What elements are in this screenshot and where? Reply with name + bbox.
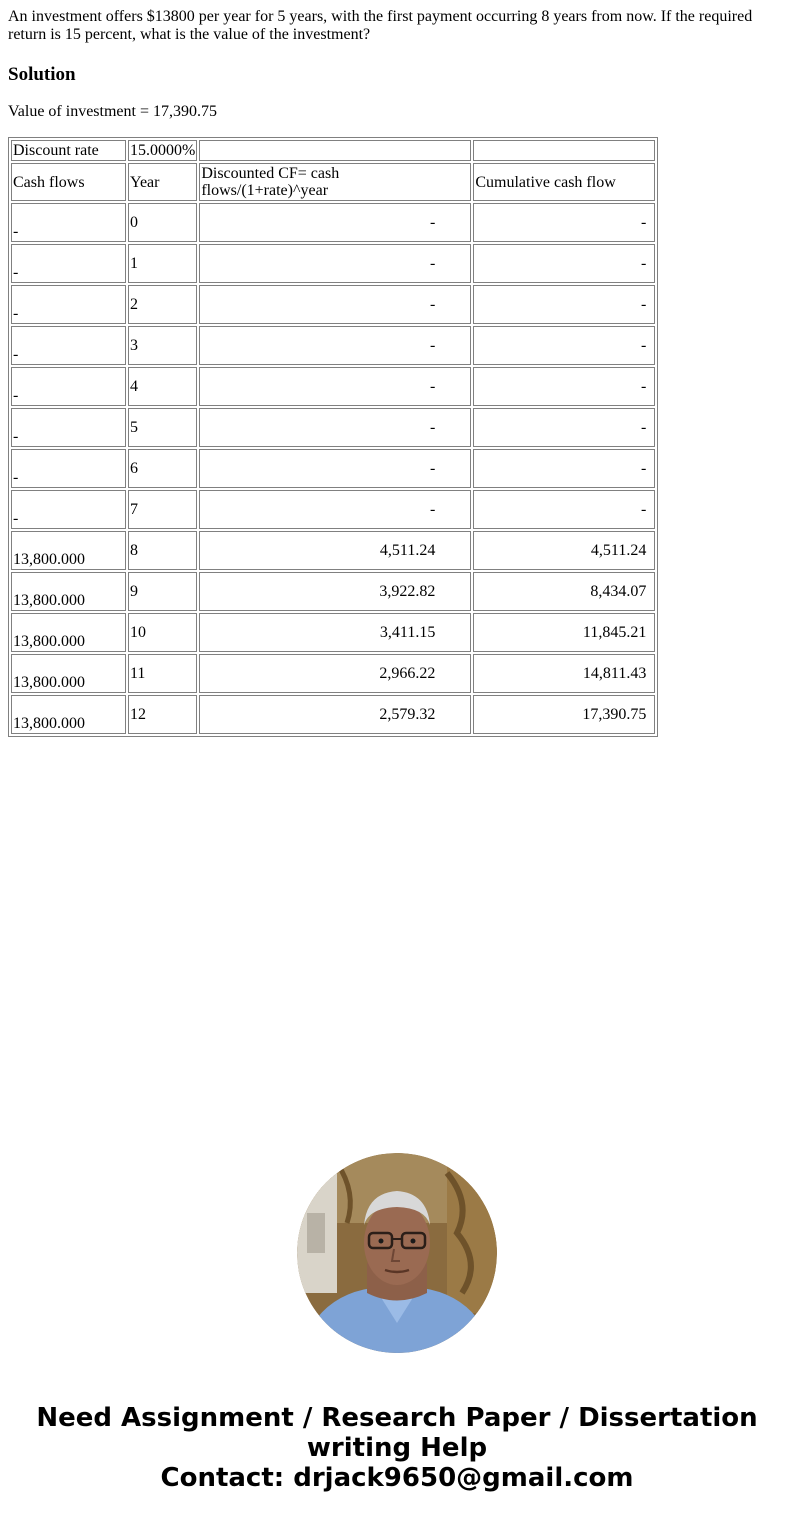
table-row xyxy=(11,449,655,488)
cumulative-cell: - xyxy=(473,203,655,242)
year-cell: 9 xyxy=(128,572,197,611)
discounted-cf-value: 2,966.22 xyxy=(379,665,436,682)
question-text: An investment offers $13800 per year for 5 years, with the first payment occurring 8 years from now. If the required return is 15 percent, what is the value of the investment? xyxy=(8,8,753,43)
table-row xyxy=(11,490,655,529)
discounted-cf-value: - xyxy=(430,419,436,436)
table-row xyxy=(11,367,655,406)
discounted-cf-value: 3,922.82 xyxy=(379,583,436,600)
cash-flow-cell: - xyxy=(11,367,126,406)
table-row xyxy=(11,408,655,447)
cash-flow-cell: - xyxy=(11,285,126,324)
year-cell: 4 xyxy=(128,367,197,406)
cash-flow-cell: 13,800.000 xyxy=(11,572,126,611)
promo-line-3: Contact: drjack9650@gmail.com xyxy=(160,1463,634,1493)
value-of-investment: Value of investment = 17,390.75 xyxy=(8,103,217,120)
cash-flow-cell: - xyxy=(11,203,126,242)
discounted-cf-value: - xyxy=(430,296,436,313)
year-cell: 7 xyxy=(128,490,197,529)
cumulative-cell: - xyxy=(473,285,655,324)
cash-flow-table xyxy=(8,137,658,737)
cumulative-cell: 17,390.75 xyxy=(473,695,655,734)
cash-flow-table-body xyxy=(11,140,655,734)
solution-heading: Solution xyxy=(8,64,76,85)
discounted-cf-cell xyxy=(199,572,471,611)
header-year: Year xyxy=(128,163,197,201)
discount-rate-value: 15.0000% xyxy=(130,142,196,159)
cumulative-cell: 8,434.07 xyxy=(473,572,655,611)
table-row xyxy=(11,695,655,734)
year-cell: 0 xyxy=(128,203,197,242)
table-row xyxy=(11,285,655,324)
year-cell: 5 xyxy=(128,408,197,447)
header-discounted-cf: Discounted CF= cash flows/(1+rate)^year xyxy=(199,163,471,201)
discount-rate-row xyxy=(11,140,655,161)
cash-flow-cell: 13,800.000 xyxy=(11,531,126,570)
table-row xyxy=(11,326,655,365)
discounted-cf-value: - xyxy=(430,255,436,272)
discount-rate-label: Discount rate xyxy=(11,140,126,161)
cumulative-cell: - xyxy=(473,490,655,529)
cumulative-cell: 11,845.21 xyxy=(473,613,655,652)
year-cell: 3 xyxy=(128,326,197,365)
author-photo xyxy=(297,1153,497,1353)
discounted-cf-value: - xyxy=(430,501,436,518)
year-cell: 12 xyxy=(128,695,197,734)
table-row xyxy=(11,531,655,570)
discounted-cf-cell xyxy=(199,408,471,447)
discounted-cf-cell xyxy=(199,285,471,324)
discounted-cf-cell xyxy=(199,203,471,242)
discounted-cf-cell xyxy=(199,654,471,693)
cash-flow-cell: 13,800.000 xyxy=(11,654,126,693)
year-cell: 8 xyxy=(128,531,197,570)
header-row xyxy=(11,163,655,201)
cumulative-cell: - xyxy=(473,244,655,283)
table-row xyxy=(11,572,655,611)
table-row xyxy=(11,613,655,652)
cumulative-cell: 14,811.43 xyxy=(473,654,655,693)
promo-line-1: Need Assignment / Research Paper / Dissertation xyxy=(36,1403,758,1433)
empty-cell xyxy=(473,140,655,161)
year-cell: 10 xyxy=(128,613,197,652)
discounted-cf-value: 3,411.15 xyxy=(379,624,436,641)
discounted-cf-value: - xyxy=(430,214,436,231)
discounted-cf-cell xyxy=(199,326,471,365)
year-cell: 1 xyxy=(128,244,197,283)
cumulative-cell: - xyxy=(473,449,655,488)
discounted-cf-cell xyxy=(199,367,471,406)
cash-flow-cell: - xyxy=(11,244,126,283)
promo-banner xyxy=(0,1403,794,1493)
cash-flow-cell: - xyxy=(11,326,126,365)
year-cell: 6 xyxy=(128,449,197,488)
cash-flow-cell: - xyxy=(11,490,126,529)
author-photo-image xyxy=(297,1153,497,1353)
table-row xyxy=(11,244,655,283)
discounted-cf-cell xyxy=(199,695,471,734)
header-cash-flows: Cash flows xyxy=(11,163,126,201)
discounted-cf-cell xyxy=(199,531,471,570)
year-cell: 11 xyxy=(128,654,197,693)
discounted-cf-value: 2,579.32 xyxy=(379,706,436,723)
cash-flow-cell: 13,800.000 xyxy=(11,613,126,652)
empty-cell xyxy=(199,140,471,161)
discounted-cf-value: - xyxy=(430,460,436,477)
promo-line-2: writing Help xyxy=(306,1433,488,1463)
cumulative-cell: - xyxy=(473,408,655,447)
header-cumulative: Cumulative cash flow xyxy=(473,163,655,201)
table-row xyxy=(11,654,655,693)
discounted-cf-value: 4,511.24 xyxy=(379,542,436,559)
year-cell: 2 xyxy=(128,285,197,324)
cash-flow-cell: - xyxy=(11,408,126,447)
discounted-cf-cell xyxy=(199,613,471,652)
discounted-cf-value: - xyxy=(430,337,436,354)
table-row xyxy=(11,203,655,242)
cumulative-cell: - xyxy=(473,326,655,365)
discounted-cf-value: - xyxy=(430,378,436,395)
cumulative-cell: - xyxy=(473,367,655,406)
discounted-cf-cell xyxy=(199,490,471,529)
cash-flow-cell: 13,800.000 xyxy=(11,695,126,734)
discounted-cf-cell xyxy=(199,244,471,283)
cash-flow-cell: - xyxy=(11,449,126,488)
discounted-cf-cell xyxy=(199,449,471,488)
cumulative-cell: 4,511.24 xyxy=(473,531,655,570)
